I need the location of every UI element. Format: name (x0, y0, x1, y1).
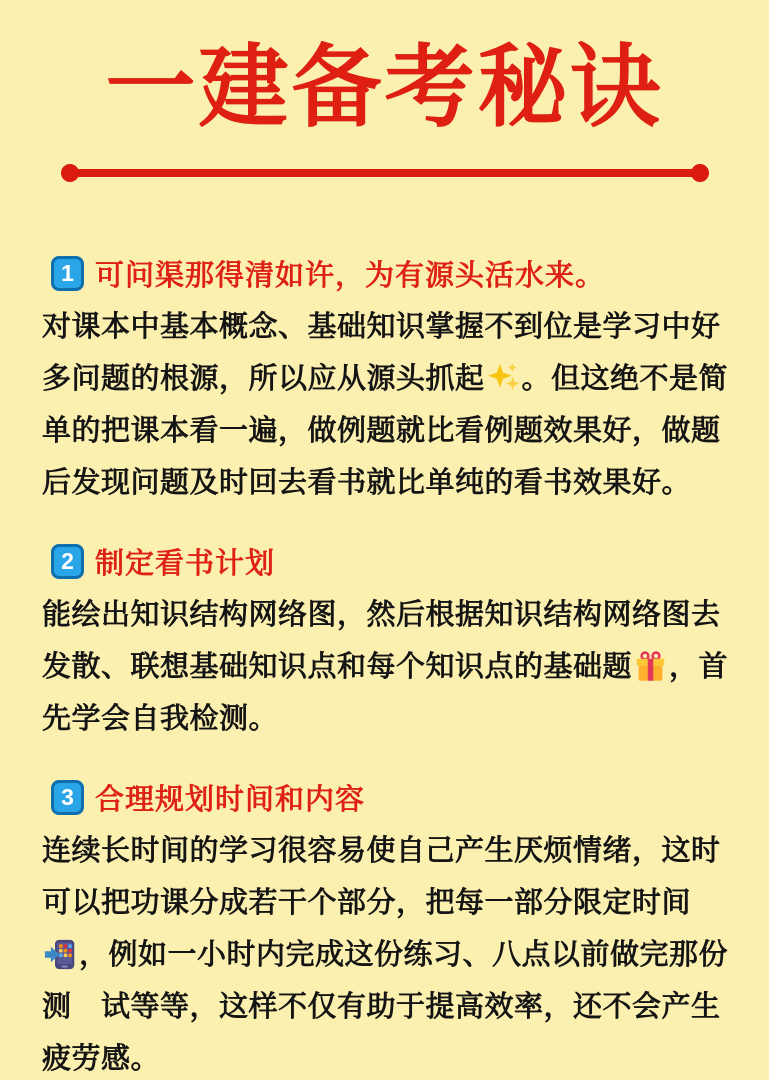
tip-text: 对课本中基本概念、基础知识掌握不到位是学习中好 (42, 310, 721, 343)
tip-heading: 制定看书计划 (95, 548, 276, 581)
tip-text: 单的把课本看一遍，做例题就比看例题效果好，做题 (42, 414, 721, 447)
tip-text: 发散、联想基础知识点和每个知识点的基础题 (42, 650, 633, 683)
tip-text-line (42, 693, 727, 745)
tip-section-2 (42, 543, 727, 745)
tip-heading: 可问渠那得清如许，为有源头活水来。 (95, 260, 606, 293)
tip-section-1 (42, 255, 727, 509)
tip-text: 连续长时间的学习很容易使自己产生厌烦情绪，这时 (42, 834, 721, 867)
tip-text: 可以把功课分成若干个部分，把每一部分限定时间 (42, 886, 692, 919)
tip-text-line (42, 457, 727, 509)
tip-header (51, 779, 727, 817)
tip-text-line (42, 589, 727, 641)
tip-text-line (42, 1033, 727, 1080)
tip-heading: 合理规划时间和内容 (95, 784, 366, 817)
title-divider (74, 169, 696, 177)
gift-icon (634, 650, 667, 683)
tip-section-3 (42, 779, 727, 1080)
tip-text-line (42, 301, 727, 353)
tip-header (51, 543, 727, 581)
tip-body (42, 589, 727, 745)
tip-text-line (42, 877, 727, 929)
tip-text-line (42, 641, 727, 693)
tip-text: 能绘出知识结构网络图，然后根据知识结构网络图去 (42, 598, 721, 631)
page-title: 一建备考秘诀 (105, 38, 664, 138)
tip-text-line (42, 929, 727, 981)
tip-text: 后发现问题及时回去看书就比单纯的看书效果好。 (42, 466, 692, 499)
tip-text: 。但这绝不是简 (521, 362, 729, 395)
tip-text-line (42, 405, 727, 457)
tip-text: ，例如一小时内完成这份练习、八点以前做完那份 (79, 938, 729, 971)
tip-text-line (42, 825, 727, 877)
tip-text: 测 试等等，这样不仅有助于提高效率，还不会产生 (42, 990, 721, 1023)
tip-text-line (42, 981, 727, 1033)
tip-body (42, 825, 727, 1080)
tip-text: 多问题的根源，所以应从源头抓起 (42, 362, 485, 395)
tip-number-badge: 3 (51, 780, 84, 815)
tip-text: 先学会自我检测。 (42, 702, 279, 735)
tips-list (0, 255, 769, 1080)
tip-number-badge: 1 (51, 256, 84, 291)
tip-body (42, 301, 727, 509)
tip-number-badge: 2 (51, 544, 84, 579)
phone-arrow-icon (44, 938, 77, 971)
tip-text-line (42, 353, 727, 405)
tip-header (51, 255, 727, 293)
tip-text: 疲劳感。 (42, 1042, 161, 1075)
tip-text: ，首 (669, 650, 729, 683)
sparkles-icon (487, 362, 520, 395)
